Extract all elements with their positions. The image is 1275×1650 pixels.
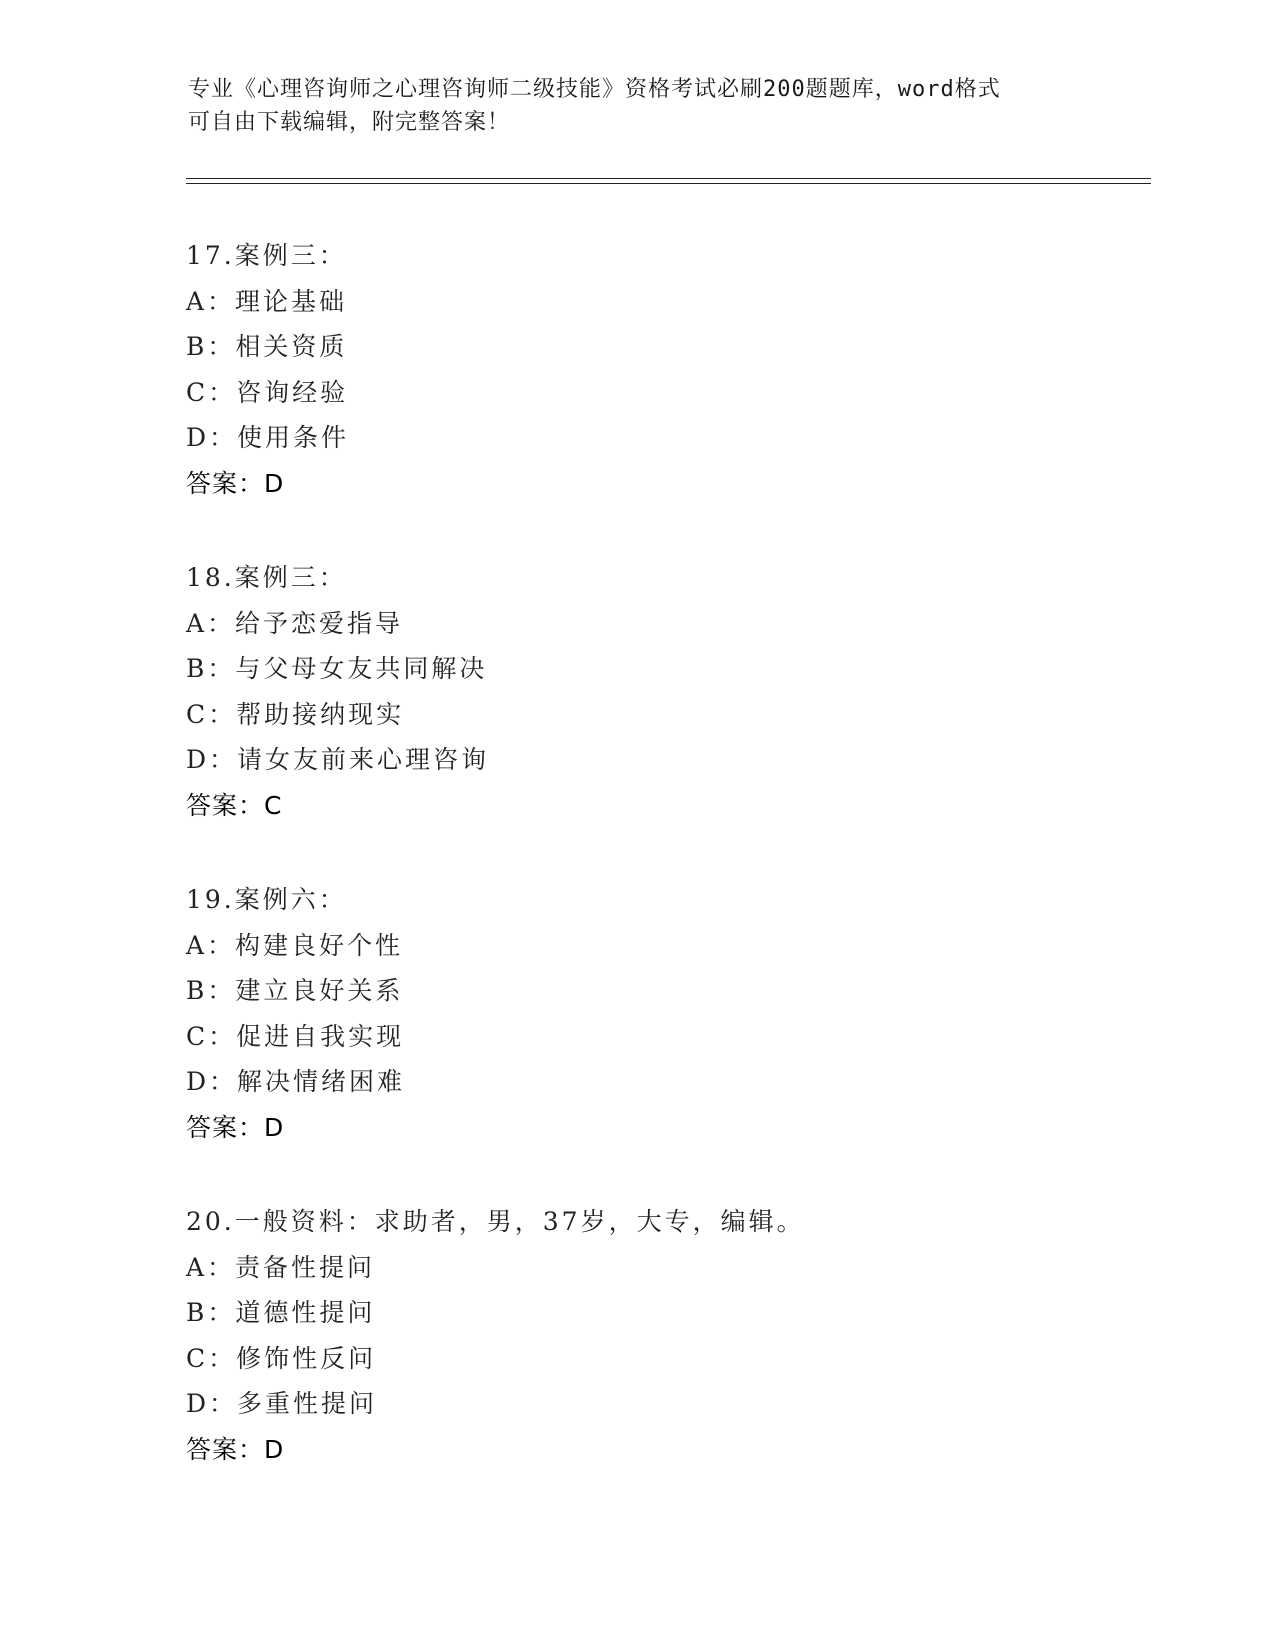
header-line-1: 专业《心理咨询师之心理咨询师二级技能》资格考试必刷200题题库，word格式	[188, 77, 1001, 102]
option-d: D：解决情绪困难	[186, 1067, 406, 1096]
answer-label: 答案：D	[186, 1112, 285, 1142]
answer-label: 答案：C	[186, 790, 283, 820]
option-b: B：道德性提问	[186, 1298, 376, 1327]
question-stem: 18.案例三：	[186, 563, 347, 592]
question-18	[186, 555, 1146, 828]
option-b: B：建立良好关系	[186, 976, 404, 1005]
option-d: D：使用条件	[186, 423, 350, 452]
option-a: A：给予恋爱指导	[186, 608, 404, 638]
option-a: A：构建良好个性	[186, 930, 404, 960]
option-c: C：促进自我实现	[186, 1021, 405, 1051]
question-17	[186, 233, 1146, 506]
option-d: D：请女友前来心理咨询	[186, 745, 490, 774]
option-a: A：理论基础	[186, 286, 348, 316]
question-list	[186, 233, 1146, 1521]
question-stem: 20.一般资料：求助者，男，37岁，大专，编辑。	[186, 1207, 805, 1236]
option-b: B：与父母女友共同解决	[186, 654, 488, 683]
option-c: C：帮助接纳现实	[186, 699, 405, 729]
question-stem: 19.案例六：	[186, 885, 347, 914]
option-c: C：修饰性反问	[186, 1343, 377, 1373]
option-d: D：多重性提问	[186, 1389, 378, 1418]
option-c: C：咨询经验	[186, 377, 349, 407]
question-stem: 17.案例三：	[186, 241, 347, 270]
answer-label: 答案：D	[186, 468, 285, 498]
header-divider-top	[186, 178, 1151, 179]
document-header	[188, 73, 1088, 139]
header-line-2: 可自由下载编辑，附完整答案！	[188, 110, 511, 135]
header-divider-bottom	[186, 183, 1151, 184]
answer-label: 答案：D	[186, 1434, 285, 1464]
question-19	[186, 877, 1146, 1150]
question-20	[186, 1199, 1146, 1472]
option-a: A：责备性提问	[186, 1252, 376, 1282]
option-b: B：相关资质	[186, 332, 348, 361]
